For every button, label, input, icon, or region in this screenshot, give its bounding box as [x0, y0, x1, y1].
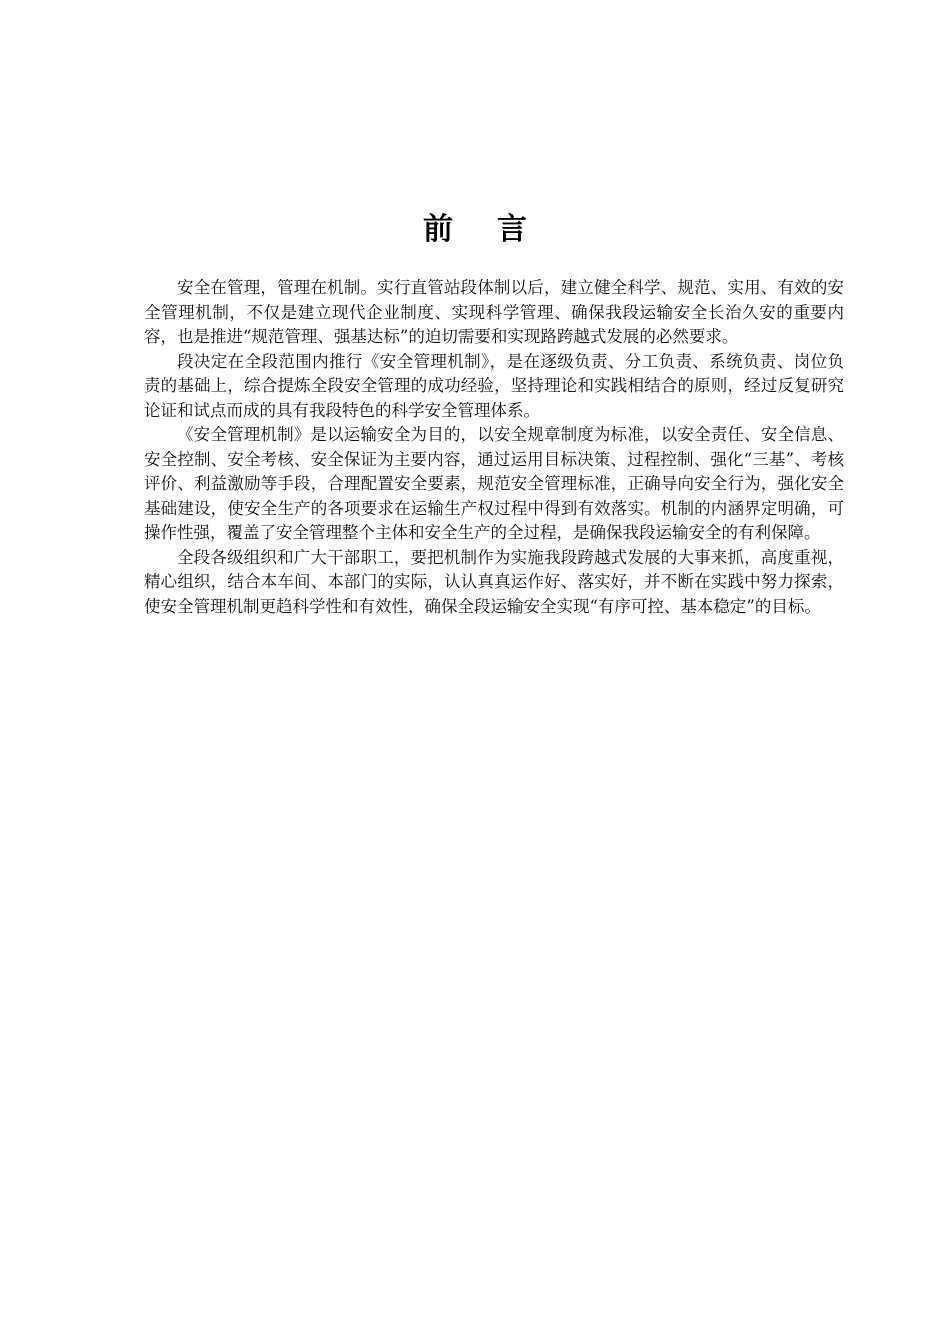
paragraph-2: 段决定在全段范围内推行《安全管理机制》，是在逐级负责、分工负责、系统负责、岗位负责的基础上，综合提炼全段安全管理的成功经验，坚持理论和实践相结合的原则，经过反复研究论证和试点而成的具有我段特色的科学安全管理体系。 — [144, 351, 844, 420]
paragraph-4: 全段各级组织和广大干部职工，要把机制作为实施我段跨越式发展的大事来抓，高度重视，精心组织，结合本车间、本部门的实际，认认真真运作好、落实好，并不断在实践中努力探索，使安全管理机制更趋科学性和有效性，确保全段运输安全实现“有序可控、基本稳定”的目标。 — [144, 547, 844, 616]
paragraph-3: 《安全管理机制》是以运输安全为目的，以安全规章制度为标准，以安全责任、安全信息、安全控制、安全考核、安全保证为主要内容，通过运用目标决策、过程控制、强化“三基”、考核评价、利益激励等手段，合理配置安全要素，规范安全管理标准，正确导向安全行为，强化安全基础建设，使安全生产的各项要求在运输生产权过程中得到有效落实。机制的内涵界定明确，可操作性强，覆盖了安全管理整个主体和安全生产的全过程，是确保我段运输安全的有利保障。 — [144, 425, 844, 542]
preface-body — [144, 276, 844, 619]
page-title: 前言 — [423, 212, 571, 247]
paragraph-1: 安全在管理，管理在机制。实行直管站段体制以后，建立健全科学、规范、实用、有效的安全管理机制，不仅是建立现代企业制度、实现科学管理、确保我段运输安全长治久安的重要内容，也是推进“规范管理、强基达标”的迫切需要和实现路跨越式发展的必然要求。 — [144, 278, 844, 346]
